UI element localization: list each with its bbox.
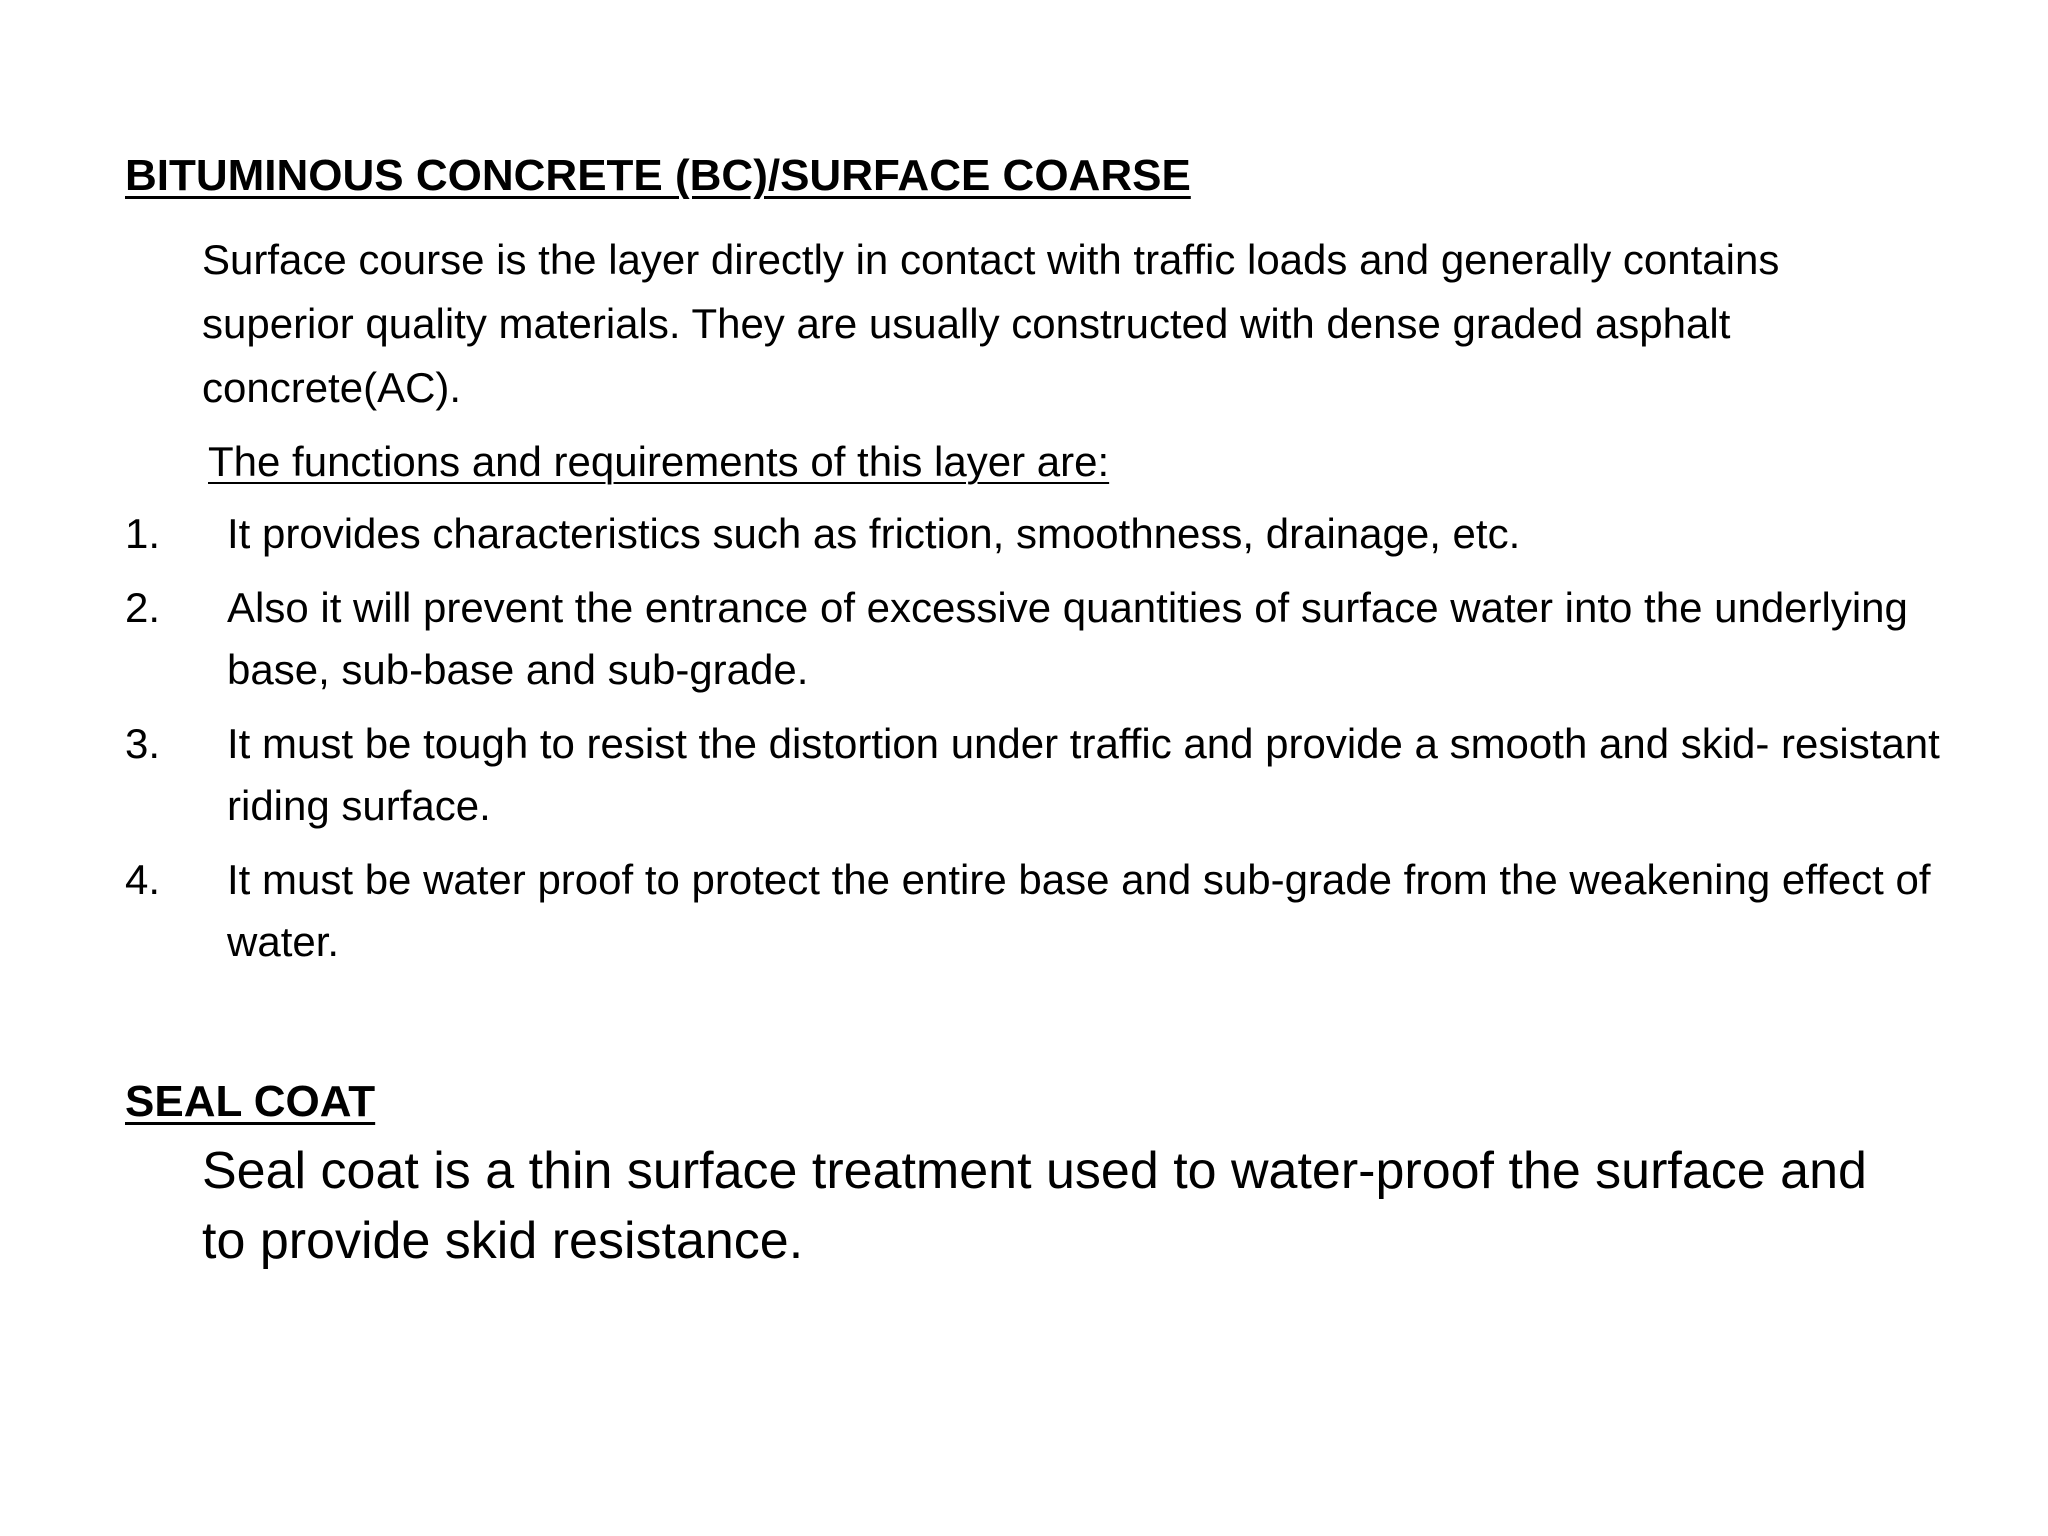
list-item-text: Also it will prevent the entrance of excessive quantities of surface water into the underlying base, sub-base and sub-grade.	[227, 584, 1908, 693]
list-item	[125, 503, 1945, 565]
list-item-text: It provides characteristics such as friction, smoothness, drainage, etc.	[227, 510, 1521, 557]
bc-heading: BITUMINOUS CONCRETE (BC)/SURFACE COARSE	[125, 151, 1191, 200]
list-item	[125, 849, 1945, 973]
list-item-number: 2.	[125, 584, 161, 631]
list-item	[125, 713, 1945, 837]
seal-coat-paragraph: Seal coat is a thin surface treatment used to water-proof the surface and to provide skid resistance.	[202, 1142, 1867, 1270]
bc-intro-paragraph: Surface course is the layer directly in contact with traffic loads and generally contains superior quality materials. They are usually constructed with dense graded asphalt concrete(AC).	[202, 236, 1780, 411]
list-item-number: 1.	[125, 510, 161, 557]
list-item-text: It must be water proof to protect the entire base and sub-grade from the weakening effect of water.	[227, 856, 1931, 965]
list-item-number: 4.	[125, 856, 161, 903]
functions-list	[125, 503, 1945, 985]
list-item-number: 3.	[125, 720, 161, 767]
seal-coat-heading: SEAL COAT	[125, 1077, 376, 1126]
list-item-text: It must be tough to resist the distortion under traffic and provide a smooth and skid- resistant riding surface.	[227, 720, 1940, 829]
list-item	[125, 577, 1945, 701]
functions-subheading: The functions and requirements of this layer are:	[208, 438, 1110, 485]
